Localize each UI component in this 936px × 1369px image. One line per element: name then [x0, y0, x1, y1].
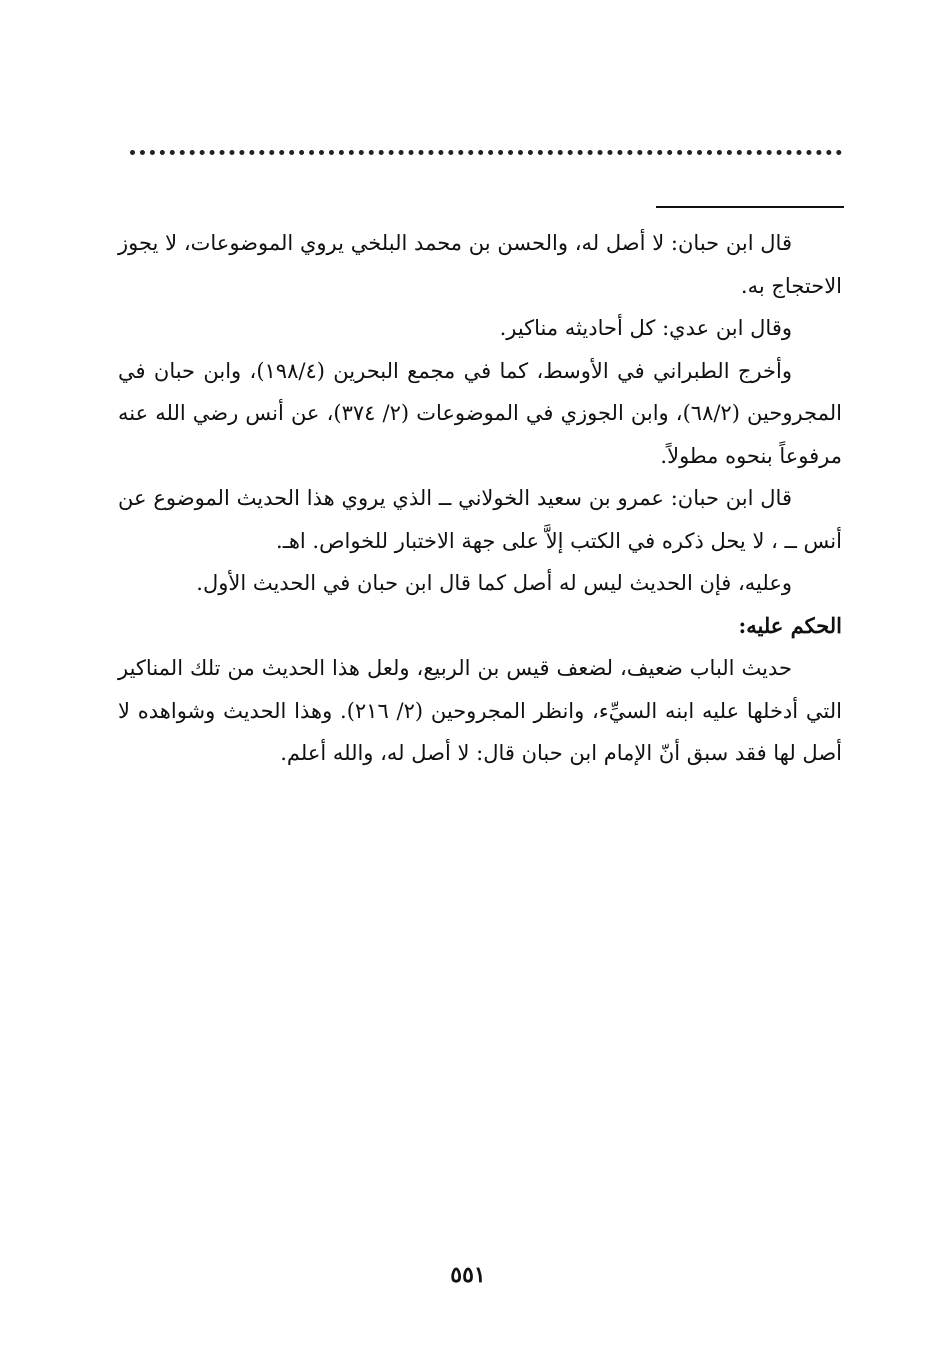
page-body: [118, 222, 842, 775]
paragraph-conclusion: وعليه، فإن الحديث ليس له أصل كما قال ابن حبان في الحديث الأول.: [196, 571, 792, 595]
paragraph-ibn-adi: وقال ابن عدي: كل أحاديثه مناكير.: [499, 316, 792, 340]
paragraph-ruling: حديث الباب ضعيف، لضعف قيس بن الربيع، ولعل هذا الحديث من تلك المناكير التي أدخلها عليه ابنه السيِّء، وانظر المجروحين (٢/ ٢١٦). وهذا الحديث وشواهده لا أصل لها فقد سبق أنّ الإمام ابن حبان قال: لا أصل له، والله أعلم.: [118, 656, 842, 765]
paragraph-tabarani: وأخرج الطبراني في الأوسط، كما في مجمع البحرين (١٩٨/٤)، وابن حبان في المجروحين (٦٨/٢)، وابن الجوزي في الموضوعات (٢/ ٣٧٤)، عن أنس رضي الله عنه مرفوعاً بنحوه مطولاً.: [118, 358, 842, 468]
dotted-separator: [130, 150, 842, 155]
section-heading-ruling: الحكم عليه:: [738, 612, 842, 638]
paragraph-ibn-hibban-1: قال ابن حبان: لا أصل له، والحسن بن محمد البلخي يروي الموضوعات، لا يجوز الاحتجاج به.: [118, 231, 842, 298]
page-number: ٥٥١: [450, 1262, 486, 1288]
paragraph-ibn-hibban-2: قال ابن حبان: عمرو بن سعيد الخولاني ــ الذي يروي هذا الحديث الموضوع عن أنس ــ ، لا يحل ذكره في الكتب إلاَّ على جهة الاختبار للخواص. اهـ.: [118, 486, 842, 553]
footnote-rule: [656, 206, 844, 208]
